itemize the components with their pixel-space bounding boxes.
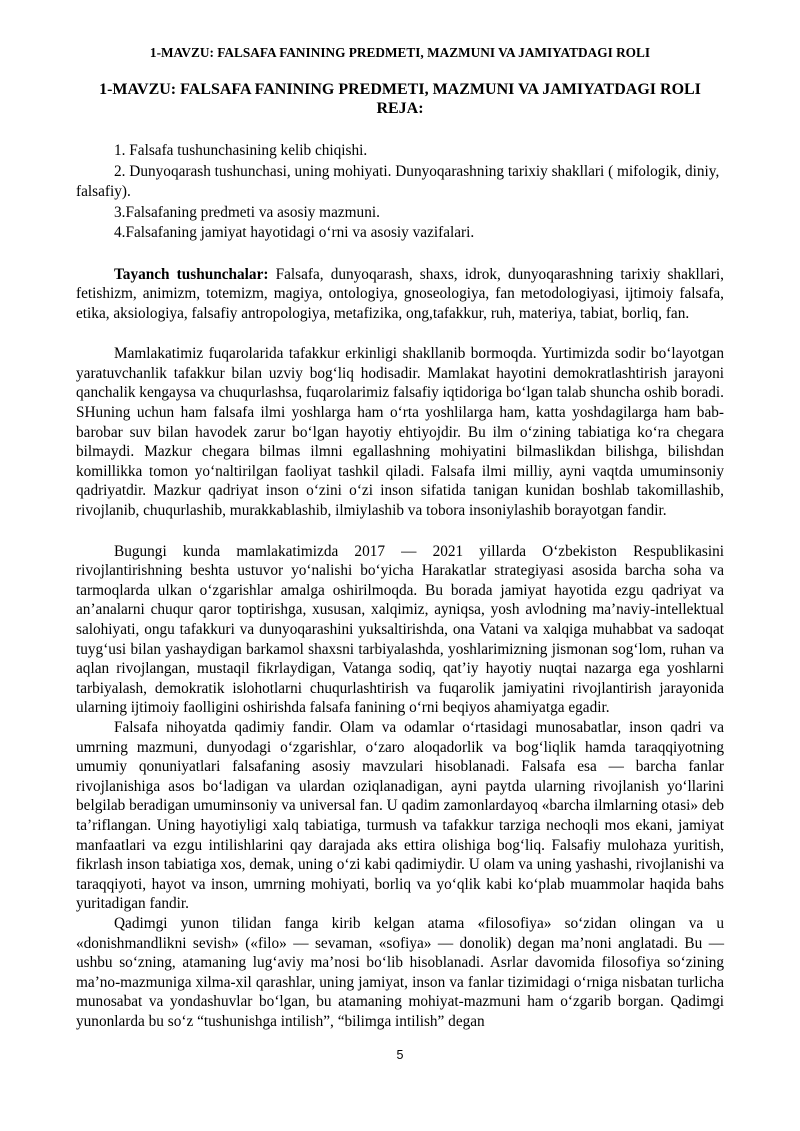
plan-item: 2. Dunyoqarash tushunchasi, uning mohiyati. Dunyoqarashning tarixiy shakllari ( mifologik, diniy, falsafiy).	[76, 162, 720, 200]
key-concepts-label: Tayanch tushunchalar:	[114, 265, 269, 283]
plan-title: REJA:	[376, 100, 424, 117]
plan-item: 3.Falsafaning predmeti va asosiy mazmuni.	[114, 203, 380, 221]
plan-item: 4.Falsafaning jamiyat hayotidagi o‘rni va asosiy vazifalari.	[114, 224, 475, 241]
page-number: 5	[396, 1048, 404, 1062]
body-paragraph: Falsafa nihoyatda qadimiy fandir. Olam va odamlar o‘rtasidagi munosabatlar, inson qadri va umrning mazmuni, dunyodagi o‘zgarishlar, o‘zaro aloqadorlik va bog‘liqlik hamda taraqqiyotning umumiy qonuniyatlari falsafaning asosiy mavzulari hisoblanadi. Falsafa esa — barcha fanlar rivojlanishiga asos bo‘ladigan va ulardan oziqlanadigan, ayni paytda ularning rivojlanish yo‘llarini belgilab beradigan umuminsoniy va universal fan. U qadim zamonlardayoq «barcha ilmlarning otasi» deb ta’riflangan. Uning hayotiyligi xalq tabiatiga, turmush va tafakkur tarziga nechoqli mos ekani, jamiyat manfaatlari va ezgu intilishlarini qay darajada aks ettira olishiga bog‘liq. Falsafiy mulohaza yuritish, fikrlash inson tabiatiga xos, demak, uning o‘zi kabi qadimiydir. U olam va uning yashashi, rivojlanishi va taraqqiyoti, hayot va inson, umrning mohiyati, borliq va yo‘qlik kabi ko‘plab muammolar haqida bahs yuritadigan fandir.	[76, 718, 724, 913]
key-concepts-paragraph	[76, 265, 724, 324]
body-paragraph: Bugungi kunda mamlakatimizda 2017 — 2021 yillarda O‘zbekiston Respublikasini rivojlantirishning beshta ustuvor yo‘nalishi bo‘yicha Harakatlar strategiyasi asosida barcha soha va tarmoqlarda ulkan o‘zgarishlar amalga oshirilmoqda. Bu borada jamiyat hayotida ezgu qadriyat va an’analarni chuqur qaror toptirishga, xususan, xalqimiz, ayniqsa, yosh avlodning ma’naviy-intellektual salohiyati, ongu tafakkuri va dunyoqarashini yuksaltirishda, ona Vatani va xalqiga muhabbat va sadoqat tuyg‘usi bilan yashaydigan barkamol shaxsni tarbiyalashda, yoshlarimizning jismonan sog‘lom, ruhan va aqlan rivojlangan, mustaqil fikrlaydigan, Vatanga sodiq, qat’iy hayotiy nuqtai nazarga ega yoshlarni tarbiyalash, demokratik islohotlarni chuqurlashtirish va fuqarolik jamiyatini rivojlantirish jarayonida ularning ijtimoiy faolligini oshirishda falsafa fanining o‘rni beqiyos ahamiyatga egadir.	[76, 542, 724, 717]
body-paragraph: Qadimgi yunon tilidan fanga kirib kelgan atama «filosofiya» so‘zidan olingan va u «donishmandlikni sevish» («filo» — sevaman, «sofiya» — donolik) degan ma’noni anglatadi. Bu — ushbu so‘zning, atamaning lug‘aviy ma’nosi bo‘lib hisoblanadi. Asrlar davomida filosofiya so‘zining ma’no-mazmuniga xilma-xil qarashlar, uning jamiyat, inson va fanlar tizimidagi o‘rniga nisbatan turlicha munosabat va yondashuvlar bo‘lgan, bu atamaning mohiyat-mazmuni ham o‘zgarib borgan. Qadimgi yunonlarda bu so‘z “tushunishga intilish”, “bilimga intilish” degan	[76, 914, 724, 1030]
plan-item: 1. Falsafa tushunchasining kelib chiqishi.	[114, 142, 368, 159]
plan-list	[76, 141, 724, 244]
document-title: 1-MAVZU: FALSAFA FANINING PREDMETI, MAZMUNI VA JAMIYATDAGI ROLI	[99, 81, 701, 98]
body-paragraph: Mamlakatimiz fuqarolarida tafakkur erkinligi shakllanib bormoqda. Yurtimizda sodir bo‘layotgan yaratuvchanlik tafakkur bilan uzviy bog‘liq hodisadir. Mamlakat hayotini demokratlashtirish jarayoni qanchalik kengaysa va chuqurlashsa, fuqarolarimiz falsafiy iqtidoriga bo‘lgan talab shuncha oshib boradi. SHuning uchun ham falsafa ilmi yoshlarga ham o‘rta yoshlilarga ham, katta yoshdagilarga ham bab-barobar suv bilan havodek zarur bo‘lgan hayotiy ehtiyojdir. Bu ilm o‘zining tabiatiga ko‘ra chegara bilmaydi. Mazkur chegara bilmas ilmni egallashning mohiyatini bilmaslikdan bilishga, bilishdan komillikka tomon yo‘naltirilgan faoliyat tashkil qiladi. Falsafa ilmi milliy, ayni vaqtda umuminsoniy qadriyatdir. Mazkur qadriyat inson o‘zini o‘zi inson sifatida tanigan kunidan boshlab takomillashib, rivojlanib, chuqurlashib, murakkablashib, ilmiylashib va tobora insoniylashib borayotgan fandir.	[76, 345, 724, 520]
key-concepts-text: Falsafa, dunyoqarash, shaxs, idrok, dunyoqarashning tarixiy shakllari, fetishizm, animizm, totemizm, magiya, ontologiya, gnoseologiya, fan metodologiyasi, ijtimoiy falsafa, etika, aksiologiya, falsafiy antropologiya, metafizika, ong,tafakkur, ruh, materiya, tabiat, borliq, fan.	[76, 265, 724, 322]
running-header: 1-MAVZU: FALSAFA FANINING PREDMETI, MAZMUNI VA JAMIYATDAGI ROLI	[149, 45, 651, 60]
page-content	[76, 81, 724, 1031]
